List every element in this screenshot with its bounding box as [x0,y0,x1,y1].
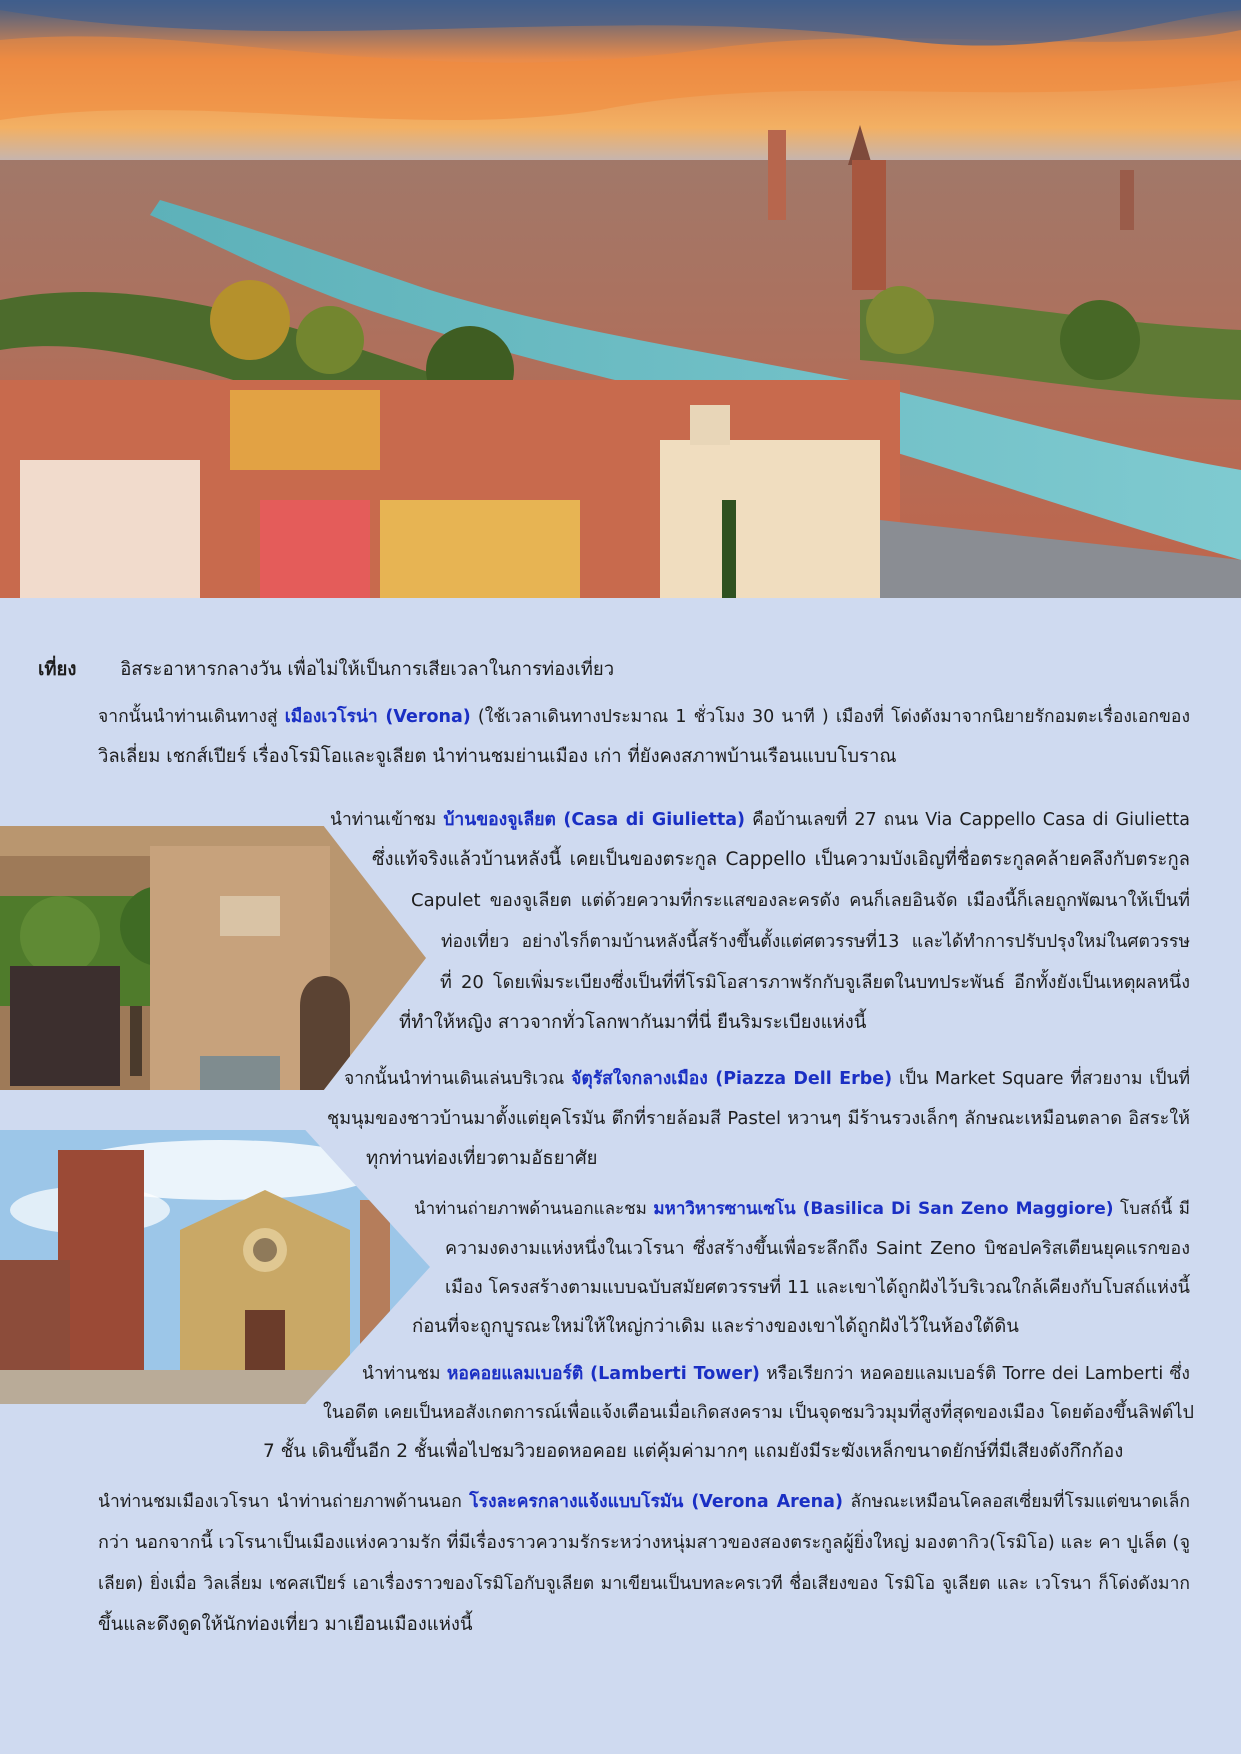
zeno-line-3: เมือง โครงสร้างตามแบบฉบับสมัยศตวรรษที่ 11 และเขาได้ถูกฝังไว้บริเวณใกล้เคียงกับโบสถ์แห่งนี้ [445,1277,1190,1298]
zeno-line-1 [414,1189,1190,1229]
arena-line-3: เลียต) ยิ่งเมื่อ วิลเลี่ยม เชคสเปียร์ เอาเรื่องราวของโรมิโอกับจูเลียต มาเขียนเป็นบทละครเวที ชื่อเสียงของ โรมิโอ จูเลียต และ เวโรนา ก็โด่งดังมาก [98,1574,1190,1594]
lamberti-place: หอคอยแลมเบอร์ติ (Lamberti Tower) [446,1364,760,1384]
juliet-line-1 [330,800,1190,840]
juliet-house-photo [0,826,426,1090]
juliet-line1-rest: คือบ้านเลขที่ 27 ถนน Via Cappello Casa di Giulietta [745,810,1190,830]
hero-verona-photo [0,0,1241,598]
zeno-line-4: ก่อนที่จะถูกบูรณะใหม่ให้ใหญ่กว่าเดิม และร่างของเขาได้ถูกฝังไว้ในห้องใต้ดิน [412,1316,1019,1337]
lamberti-line1-rest: หรือเรียกว่า หอคอยแลมเบอร์ติ Torre dei Lamberti ซึ่ง [759,1364,1190,1384]
verona-line-1 [98,697,1190,737]
juliet-line-6: ที่ทำให้หญิง สาวจากทั่วโลกพากันมาที่นี่ ยืนริมระเบียงแห่งนี้ [399,1012,867,1033]
erbe-line-3: ทุกท่านท่องเที่ยวตามอัธยาศัย [366,1148,598,1169]
arena-line-1 [98,1482,1190,1522]
juliet-line-4: ท่องเที่ยว อย่างไรก็ตามบ้านหลังนี้สร้างขึ้นตั้งแต่ศตวรรษที่13 และได้ทำการปรับปรุงใหม่ในศตวรรษ [441,932,1190,952]
juliet-line-2: ซึ่งแท้จริงแล้วบ้านหลังนี้ เคยเป็นของตระกูล Cappello เป็นความบังเอิญที่ชื่อตระกูลคล้ายคลึงกับตระกูล [372,849,1190,870]
verona-place: เมืองเวโรน่า (Verona) [284,707,471,727]
lunch-label: เที่ยง [38,659,77,680]
lunch-row [38,650,614,690]
arena-line-2: กว่า นอกจากนี้ เวโรนาเป็นเมืองแห่งความรัก ที่มีเรื่องราวความรักระหว่างหนุ่มสาวของสองตระกูลผู้ยิ่งใหญ่ มองตากิว(โรมิโอ) และ คา ปูเล็ต (จู [98,1532,1190,1553]
juliet-lead: นำท่านเข้าชม [330,810,444,830]
juliet-line-5: ที่ 20 โดยเพิ่มระเบียงซึ่งเป็นที่ที่โรมิโอสารภาพรักกับจูเลียตในบทประพันธ์ อีกทั้งยังเป็นเหตุผลหนึ่ง [440,972,1190,993]
lamberti-lead: นำท่านชม [362,1364,447,1384]
erbe-place: จัตุรัสใจกลางเมือง (Piazza Dell Erbe) [571,1069,893,1089]
arena-line-4: ขึ้นและดึงดูดให้นักท่องเที่ยว มาเยือนเมืองแห่งนี้ [98,1614,473,1635]
erbe-line-2: ชุมนุมของชาวบ้านมาตั้งแต่ยุคโรมัน ตึกที่รายล้อมสี Pastel หวานๆ มีร้านรวงเล็กๆ ลักษณะเหมือนตลาด อิสระให้ [327,1108,1190,1129]
juliet-place: บ้านของจูเลียต (Casa di Giulietta) [443,810,746,830]
juliet-line-3: Capulet ของจูเลียต แต่ด้วยความที่กระแสของละครดัง คนก็เลยอินจัด เมืองนี้ก็เลยถูกพัฒนาให้เป็นที่ [411,890,1190,911]
zeno-place: มหาวิหารซานเซโน (Basilica Di San Zeno Maggiore) [653,1199,1114,1219]
arena-place: โรงละครกลางแจ้งแบบโรมัน (Verona Arena) [469,1492,843,1512]
lamberti-line-1 [362,1354,1190,1394]
arena-line1-rest: ลักษณะเหมือนโคลอสเซี่ยมที่โรมแต่ขนาดเล็ก [842,1492,1190,1512]
verona-lead: จากนั้นนำท่านเดินทางสู่ [98,707,285,727]
arena-lead: นำท่านชมเมืองเวโรนา นำท่านถ่ายภาพด้านนอก [98,1492,470,1512]
verona-line-2: วิลเลี่ยม เชกส์เปียร์ เรื่องโรมิโอและจูเลียต นำท่านชมย่านเมือง เก่า ที่ยังคงสภาพบ้านเรือนแบบโบราณ [98,746,897,767]
erbe-line-1 [344,1059,1190,1099]
erbe-line1-rest: เป็น Market Square ที่สวยงาม เป็นที่ [892,1069,1190,1089]
lamberti-line-2: ในอดีต เคยเป็นหอสังเกตการณ์เพื่อแจ้งเตือนเมื่อเกิดสงคราม เป็นจุดชมวิวมุมที่สูงที่สุดของเมือง โดยต้องขึ้นลิฟต์ไป [323,1402,1194,1423]
zeno-line1-rest: โบสถ์นี้ มี [1113,1199,1190,1219]
zeno-line-2: ความงดงามแห่งหนึ่งในเวโรนา ซึ่งสร้างขึ้นเพื่อระลึกถึง Saint Zeno บิชอปคริสเตียนยุคแรกของ [445,1238,1190,1259]
erbe-lead: จากนั้นนำท่านเดินเล่นบริเวณ [344,1069,572,1089]
verona-line1-rest: (ใช้เวลาเดินทางประมาณ 1 ชั่วโมง 30 นาที ) เมืองที่ โด่งดังมาจากนิยายรักอมตะเรื่องเอกของ [470,707,1190,727]
zeno-lead: นำท่านถ่ายภาพด้านนอกและชม [414,1199,654,1219]
lamberti-line-3: 7 ชั้น เดินขึ้นอีก 2 ชั้นเพื่อไปชมวิวยอดหอคอย แต่คุ้มค่ามากๆ แถมยังมีระฆังเหล็กขนาดยักษ์ที่มีเสียงดังกึกก้อง [263,1441,1124,1462]
lunch-text: อิสระอาหารกลางวัน เพื่อไม่ให้เป็นการเสียเวลาในการท่องเที่ยว [120,659,615,680]
